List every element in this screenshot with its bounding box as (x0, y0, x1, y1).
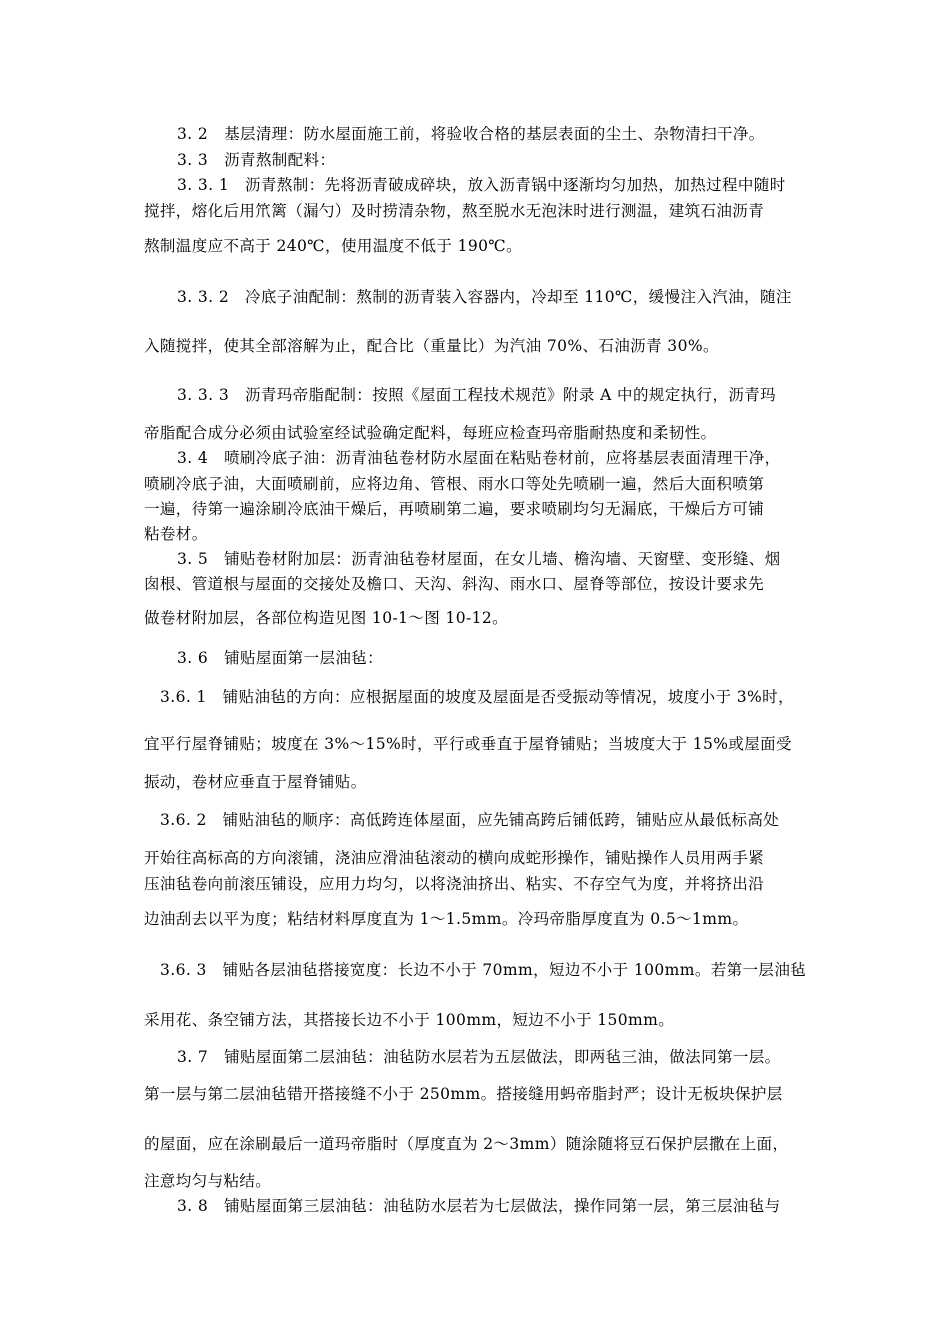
text-line: 3. 3. 3 沥青玛帝脂配制：按照《屋面工程技术规范》附录 A 中的规定执行，沥青玛 (177, 386, 777, 404)
text-line: 搅拌，熔化后用笊篱（漏勺）及时捞清杂物，熬至脱水无泡沫时进行测温，建筑石油沥青 (144, 202, 765, 220)
text-line: 熬制温度应不高于 240℃，使用温度不低于 190℃。 (144, 237, 523, 255)
text-line: 3. 3 沥青熬制配料： (177, 151, 336, 169)
text-line: 3. 3. 2 冷底子油配制：熬制的沥青装入容器内，冷却至 110℃，缓慢注入汽油，随注 (177, 288, 792, 306)
text-line: 的屋面，应在涂刷最后一道玛帝脂时（厚度直为 2～3mm）随涂随将豆石保护层撒在上面， (144, 1135, 789, 1153)
text-line: 粘卷材。 (144, 525, 208, 543)
text-line: 3. 8 铺贴屋面第三层油毡：油毡防水层若为七层做法，操作同第一层，第三层油毡与 (177, 1197, 781, 1215)
text-line: 3. 5 铺贴卷材附加层：沥青油毡卷材屋面，在女儿墙、檐沟墙、天窗壁、变形缝、烟 (177, 550, 781, 568)
text-line: 3. 6 铺贴屋面第一层油毡： (177, 649, 384, 667)
text-line: 入随搅拌，使其全部溶解为止，配合比（重量比）为汽油 70%、石油沥青 30%。 (144, 337, 719, 355)
text-line: 3. 7 铺贴屋面第二层油毡：油毡防水层若为五层做法，即两毡三油，做法同第一层。 (177, 1048, 781, 1066)
text-line: 采用花、条空铺方法，其搭接长边不小于 100mm，短边不小于 150mm。 (144, 1011, 675, 1029)
text-line: 3. 4 喷刷冷底子油：沥青油毡卷材防水屋面在粘贴卷材前，应将基层表面清理干净， (177, 449, 781, 467)
text-line: 3. 3. 1 沥青熬制：先将沥青破成碎块，放入沥青锅中逐渐均匀加热，加热过程中随时 (177, 176, 786, 194)
text-line: 开始往高标高的方向滚铺，浇油应滑油毡滚动的横向成蛇形操作，铺贴操作人员用两手紧 (144, 849, 765, 867)
text-line: 边油刮去以平为度；粘结材料厚度直为 1～1.5mm。冷玛帝脂厚度直为 0.5～1mm。 (144, 910, 749, 928)
text-line: 振动，卷材应垂直于屋脊铺贴。 (144, 773, 367, 791)
text-line: 3.6. 2 铺贴油毡的顺序：高低跨连体屋面，应先铺高跨后铺低跨，铺贴应从最低标高处 (160, 811, 780, 829)
text-line: 做卷材附加层，各部位构造见图 10-1～图 10-12。 (144, 609, 509, 627)
text-line: 一遍，待第一遍涂刷冷底油干燥后，再喷刷第二遍，要求喷刷均匀无漏底，干燥后方可铺 (144, 500, 765, 518)
text-line: 宜平行屋脊铺贴；坡度在 3%～15%时，平行或垂直于屋脊铺贴；当坡度大于 15%或屋面受 (144, 735, 792, 753)
text-line: 喷刷冷底子油，大面喷刷前，应将边角、管根、雨水口等处先喷刷一遍，然后大面积喷第 (144, 475, 765, 493)
text-line: 3. 2 基层清理：防水屋面施工前，将验收合格的基层表面的尘土、杂物清扫干净。 (177, 125, 765, 143)
text-line: 囱根、管道根与屋面的交接处及檐口、天沟、斜沟、雨水口、屋脊等部位，按设计要求先 (144, 575, 765, 593)
text-line: 压油毡卷向前滚压铺设，应用力均匀，以将浇油挤出、粘实、不存空气为度，并将挤出沿 (144, 875, 765, 893)
text-line: 3.6. 3 铺贴各层油毡搭接宽度：长边不小于 70mm，短边不小于 100mm。若第一层油毡 (160, 961, 807, 979)
text-line: 第一层与第二层油毡错开搭接缝不小于 250mm。搭接缝用蚂帝脂封严；设计无板块保护层 (144, 1085, 783, 1103)
text-line: 帝脂配合成分必须由试验室经试验确定配料，每班应检查玛帝脂耐热度和柔韧性。 (144, 424, 717, 442)
text-line: 3.6. 1 铺贴油毡的方向：应根据屋面的坡度及屋面是否受振动等情况，坡度小于 3%时， (160, 688, 794, 706)
text-line: 注意均匀与粘结。 (144, 1172, 272, 1190)
